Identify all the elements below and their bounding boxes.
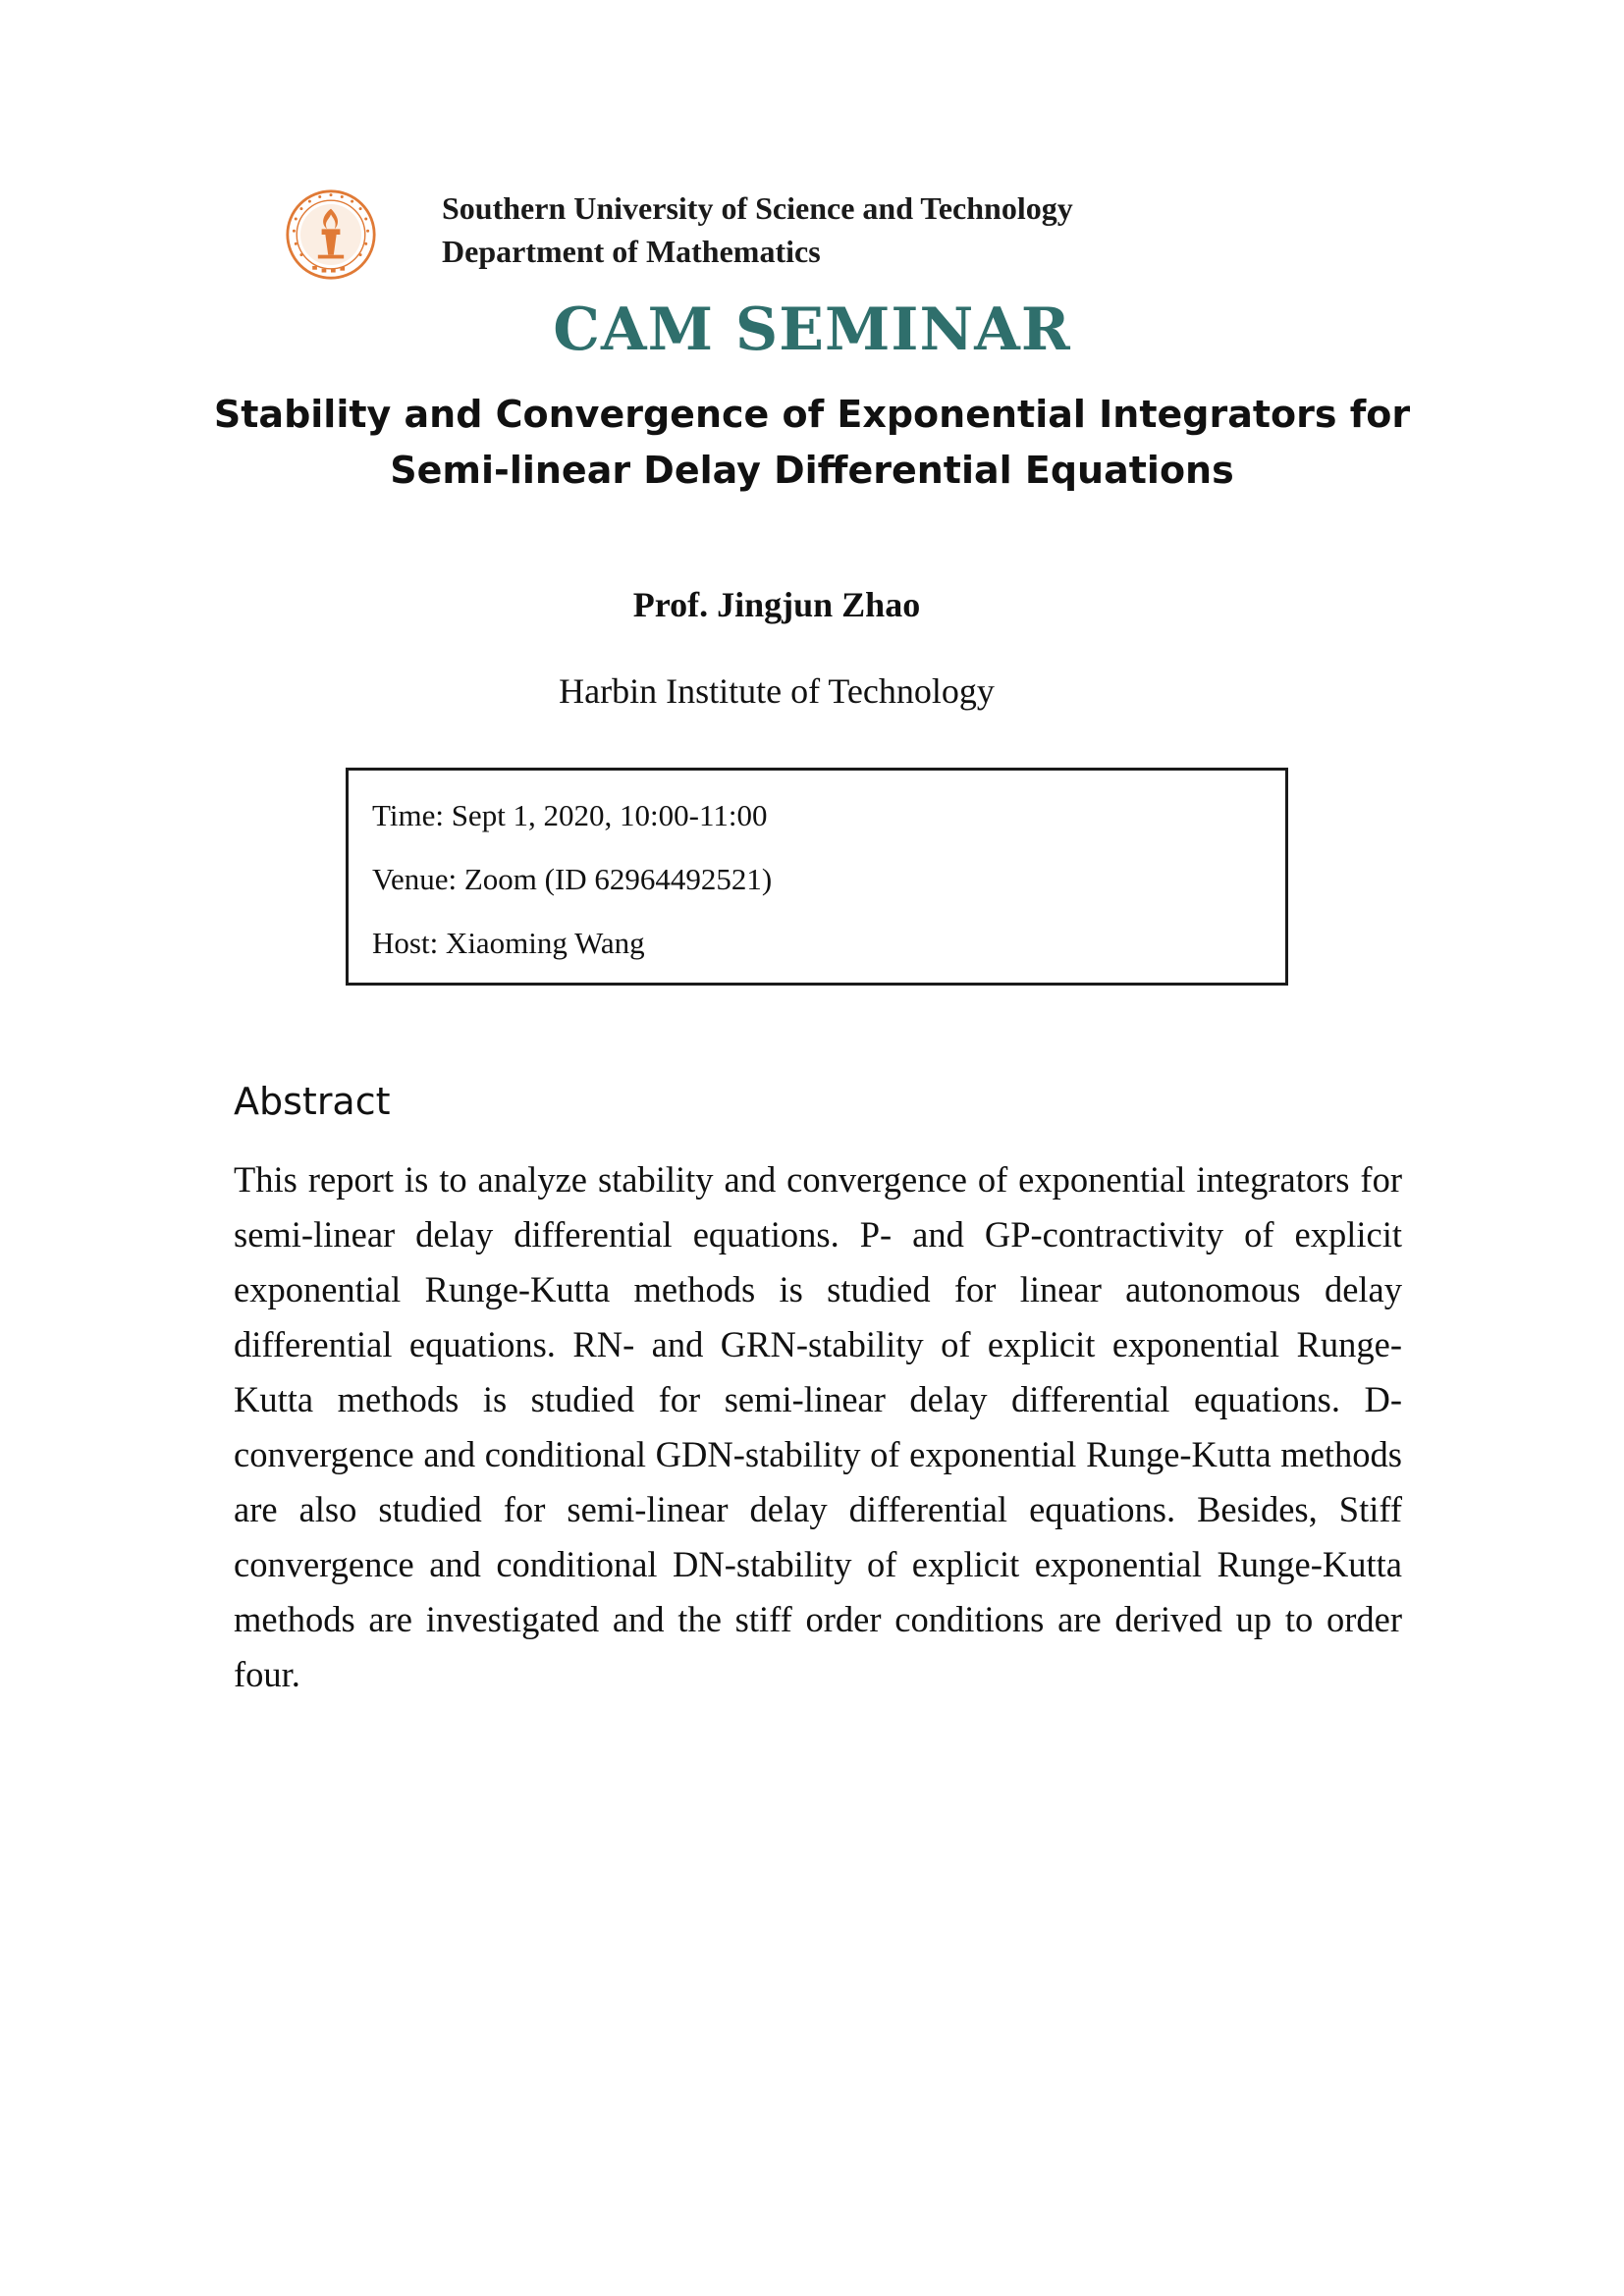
abstract-text: This report is to analyze stability and convergence of exponential integrators for semi-linear delay differential equations. P- and GP-contractivity of explicit exponential Runge-Kutta methods is studied for linear autonomous delay differential equations. RN- and GRN-stability of explicit exponential Runge-Kutta methods is studied for semi-linear delay differential equations. D-convergence and conditional GDN-stability of exponential Runge-Kutta methods are also studied for semi-linear delay differential equations. Besides, Stiff convergence and conditional DN-stability of explicit exponential Runge-Kutta methods are investigated and the stiff order conditions are derived up to order four. xyxy=(234,1159,1402,1694)
info-host: Host: Xiaoming Wang xyxy=(372,926,645,960)
info-venue: Venue: Zoom (ID 62964492521) xyxy=(372,862,773,896)
talk-title-line-1: Stability and Convergence of Exponential Integrators for xyxy=(213,393,1411,436)
abstract-heading: Abstract xyxy=(234,1080,391,1123)
talk-title-line-2: Semi-linear Delay Differential Equations xyxy=(390,449,1234,492)
info-box xyxy=(346,768,1288,986)
speaker-affiliation: Harbin Institute of Technology xyxy=(559,671,995,711)
info-time: Time: Sept 1, 2020, 10:00-11:00 xyxy=(372,798,768,832)
seminar-title: CAM SEMINAR xyxy=(553,295,1071,364)
university-logo-icon xyxy=(285,188,377,281)
university-name: Southern University of Science and Technology xyxy=(442,190,1073,226)
speaker-name: Prof. Jingjun Zhao xyxy=(632,585,921,624)
header xyxy=(285,187,1365,285)
talk-title xyxy=(0,387,1624,499)
department-name: Department of Mathematics xyxy=(442,234,821,269)
header-text xyxy=(442,187,1073,273)
